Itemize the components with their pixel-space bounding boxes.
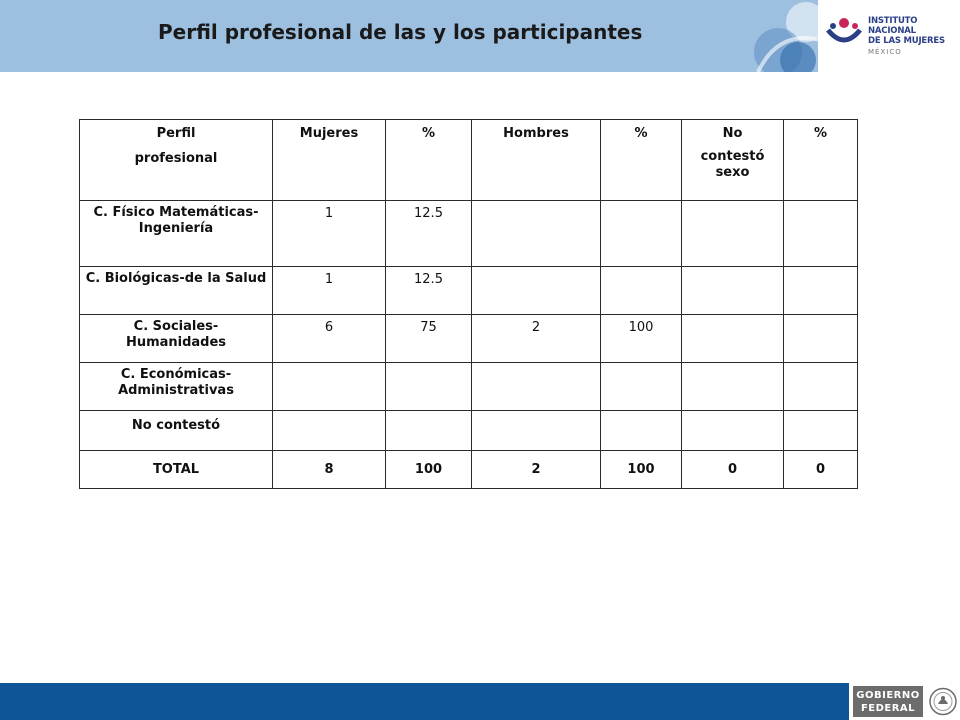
profile-table <box>79 119 858 489</box>
cell-perfil: C. Físico Matemáticas- Ingeniería <box>80 201 273 267</box>
cell-pct-hombres <box>601 267 682 315</box>
logo-text <box>868 16 960 57</box>
table-row <box>80 201 858 267</box>
mexico-seal-icon <box>928 686 958 717</box>
inmujeres-logo <box>818 0 960 72</box>
header-hombres: Hombres <box>472 120 601 201</box>
cell-mujeres <box>273 363 386 411</box>
cell-total-pct-no-contesto: 0 <box>784 451 858 489</box>
cell-mujeres <box>273 411 386 451</box>
cell-pct-hombres <box>601 363 682 411</box>
cell-hombres: 2 <box>472 315 601 363</box>
cell-total-pct-hombres: 100 <box>601 451 682 489</box>
cell-total-hombres: 2 <box>472 451 601 489</box>
table-row <box>80 363 858 411</box>
cell-perfil: C. Económicas- Administrativas <box>80 363 273 411</box>
cell-mujeres: 1 <box>273 267 386 315</box>
cell-pct-no-contesto <box>784 411 858 451</box>
cell-pct-no-contesto <box>784 267 858 315</box>
cell-pct-no-contesto <box>784 315 858 363</box>
cell-pct-hombres <box>601 201 682 267</box>
table-header-row <box>80 120 858 201</box>
cell-hombres <box>472 201 601 267</box>
cell-perfil: No contestó <box>80 411 273 451</box>
logo-line3: MÉXICO <box>868 48 902 56</box>
cell-hombres <box>472 363 601 411</box>
cell-pct-mujeres <box>386 411 472 451</box>
cell-no-contesto <box>682 315 784 363</box>
header-no-contesto: No contestó sexo <box>682 120 784 201</box>
cell-perfil: C. Sociales- Humanidades <box>80 315 273 363</box>
decorative-swirls <box>748 0 820 72</box>
cell-hombres <box>472 411 601 451</box>
cell-no-contesto <box>682 363 784 411</box>
cell-pct-no-contesto <box>784 363 858 411</box>
logo-line1: INSTITUTO NACIONAL <box>868 16 918 36</box>
table-row <box>80 267 858 315</box>
cell-mujeres: 6 <box>273 315 386 363</box>
cell-mujeres: 1 <box>273 201 386 267</box>
gobierno-federal-logo <box>849 683 960 720</box>
footer-band <box>0 683 960 720</box>
cell-total-no-contesto: 0 <box>682 451 784 489</box>
cell-pct-mujeres: 12.5 <box>386 267 472 315</box>
cell-total-pct-mujeres: 100 <box>386 451 472 489</box>
cell-total-label: TOTAL <box>80 451 273 489</box>
cell-pct-mujeres: 12.5 <box>386 201 472 267</box>
cell-hombres <box>472 267 601 315</box>
cell-no-contesto <box>682 267 784 315</box>
header-mujeres: Mujeres <box>273 120 386 201</box>
cell-total-mujeres: 8 <box>273 451 386 489</box>
header-pct-mujeres: % <box>386 120 472 201</box>
header-pct-no-contesto: % <box>784 120 858 201</box>
cell-pct-mujeres: 75 <box>386 315 472 363</box>
gobierno-federal-badge: GOBIERNO FEDERAL <box>853 686 923 717</box>
table-row <box>80 315 858 363</box>
cell-no-contesto <box>682 201 784 267</box>
table-row <box>80 411 858 451</box>
header-pct-hombres: % <box>601 120 682 201</box>
header-band <box>0 0 960 72</box>
cell-pct-hombres: 100 <box>601 315 682 363</box>
inmujeres-emblem-icon <box>824 16 864 50</box>
cell-pct-no-contesto <box>784 201 858 267</box>
logo-line2: DE LAS MUJERES <box>868 36 945 46</box>
cell-pct-mujeres <box>386 363 472 411</box>
header-perfil: Perfil profesional <box>80 120 273 201</box>
page-title: Perfil profesional de las y los participantes <box>158 20 643 44</box>
cell-no-contesto <box>682 411 784 451</box>
table-total-row <box>80 451 858 489</box>
cell-pct-hombres <box>601 411 682 451</box>
cell-perfil: C. Biológicas-de la Salud <box>80 267 273 315</box>
